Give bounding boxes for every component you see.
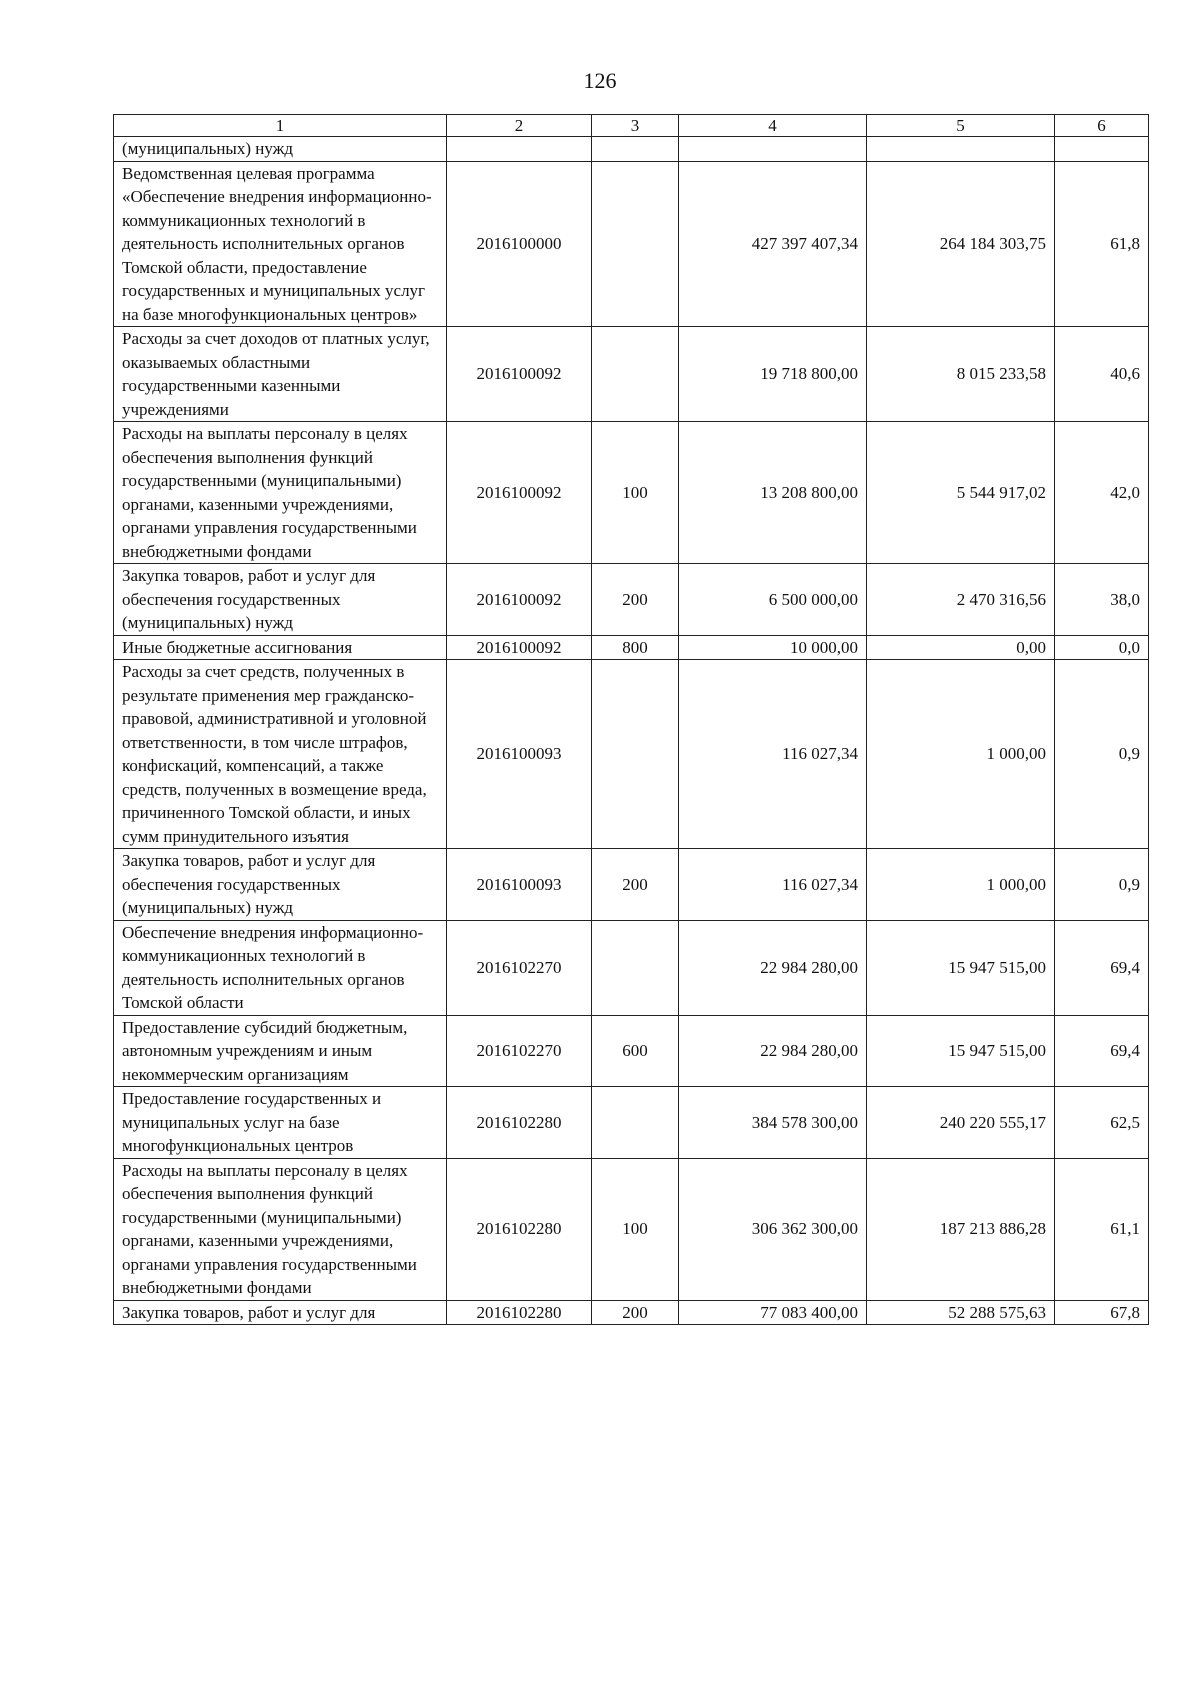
row-code-cell: 2016100093: [447, 849, 592, 921]
row-actual-cell: 1 000,00: [867, 660, 1055, 849]
row-actual-cell: 240 220 555,17: [867, 1087, 1055, 1159]
row-plan-cell: 19 718 800,00: [679, 327, 867, 422]
row-type-cell: 200: [592, 1300, 679, 1325]
row-type-cell: [592, 660, 679, 849]
row-code-cell: 2016102280: [447, 1158, 592, 1300]
column-header-3: 3: [592, 115, 679, 137]
row-plan-cell: 306 362 300,00: [679, 1158, 867, 1300]
row-code-cell: 2016100092: [447, 635, 592, 660]
row-actual-cell: 2 470 316,56: [867, 564, 1055, 636]
row-type-cell: 800: [592, 635, 679, 660]
row-percent-cell: 0,9: [1055, 849, 1149, 921]
row-percent-cell: 0,0: [1055, 635, 1149, 660]
row-code-cell: 2016102270: [447, 1015, 592, 1087]
table-row: [114, 137, 1149, 162]
row-name-cell: Обеспечение внедрения информационно-коммуникационных технологий в деятельность исполнительных органов Томской области: [114, 920, 447, 1015]
column-header-6: 6: [1055, 115, 1149, 137]
row-name-cell: Предоставление государственных и муниципальных услуг на базе многофункциональных центров: [114, 1087, 447, 1159]
row-type-cell: 200: [592, 564, 679, 636]
row-plan-cell: 6 500 000,00: [679, 564, 867, 636]
row-type-cell: [592, 137, 679, 162]
column-header-4: 4: [679, 115, 867, 137]
row-actual-cell: 52 288 575,63: [867, 1300, 1055, 1325]
row-type-cell: 100: [592, 1158, 679, 1300]
row-plan-cell: 13 208 800,00: [679, 422, 867, 564]
row-percent-cell: 0,9: [1055, 660, 1149, 849]
row-percent-cell: 61,8: [1055, 161, 1149, 327]
table-row: [114, 161, 1149, 327]
row-actual-cell: 187 213 886,28: [867, 1158, 1055, 1300]
row-actual-cell: 5 544 917,02: [867, 422, 1055, 564]
row-name-cell: Расходы за счет средств, полученных в результате применения мер гражданско-правовой, административной и уголовной ответственности, в том числе штрафов, конфискаций, компенсаций, а также средств, полученных в возмещение вреда, причиненного Томской области, и иных сумм принудительного изъятия: [114, 660, 447, 849]
table-row: [114, 1015, 1149, 1087]
row-type-cell: [592, 920, 679, 1015]
column-header-2: 2: [447, 115, 592, 137]
row-name-cell: Закупка товаров, работ и услуг для обеспечения государственных (муниципальных) нужд: [114, 849, 447, 921]
row-plan-cell: 384 578 300,00: [679, 1087, 867, 1159]
row-code-cell: 2016102280: [447, 1087, 592, 1159]
row-percent-cell: 67,8: [1055, 1300, 1149, 1325]
row-name-cell: Расходы на выплаты персоналу в целях обеспечения выполнения функций государственными (муниципальными) органами, казенными учреждениями, органами управления государственными внебюджетными фондами: [114, 1158, 447, 1300]
row-code-cell: 2016100093: [447, 660, 592, 849]
row-type-cell: 100: [592, 422, 679, 564]
row-name-cell: Расходы за счет доходов от платных услуг, оказываемых областными государственными казенными учреждениями: [114, 327, 447, 422]
row-plan-cell: 22 984 280,00: [679, 920, 867, 1015]
row-actual-cell: 8 015 233,58: [867, 327, 1055, 422]
table-row: [114, 327, 1149, 422]
page-number: 126: [583, 68, 617, 93]
row-plan-cell: 427 397 407,34: [679, 161, 867, 327]
row-name-cell: Предоставление субсидий бюджетным, автономным учреждениям и иным некоммерческим организациям: [114, 1015, 447, 1087]
row-type-cell: [592, 327, 679, 422]
table-row: [114, 564, 1149, 636]
row-code-cell: 2016102270: [447, 920, 592, 1015]
row-plan-cell: [679, 137, 867, 162]
row-name-cell: Ведомственная целевая программа «Обеспечение внедрения информационно-коммуникационных технологий в деятельность исполнительных органов Томской области, предоставление государственных и муниципальных услуг на базе многофункциональных центров»: [114, 161, 447, 327]
row-name-cell: Расходы на выплаты персоналу в целях обеспечения выполнения функций государственными (муниципальными) органами, казенными учреждениями, органами управления государственными внебюджетными фондами: [114, 422, 447, 564]
row-percent-cell: 42,0: [1055, 422, 1149, 564]
row-code-cell: 2016100092: [447, 564, 592, 636]
row-actual-cell: 15 947 515,00: [867, 1015, 1055, 1087]
header-row: [114, 115, 1149, 137]
row-percent-cell: 40,6: [1055, 327, 1149, 422]
row-percent-cell: [1055, 137, 1149, 162]
table-row: [114, 1300, 1149, 1325]
row-code-cell: 2016100000: [447, 161, 592, 327]
row-percent-cell: 38,0: [1055, 564, 1149, 636]
row-type-cell: 200: [592, 849, 679, 921]
row-code-cell: 2016100092: [447, 422, 592, 564]
row-name-cell: (муниципальных) нужд: [114, 137, 447, 162]
row-actual-cell: 0,00: [867, 635, 1055, 660]
table-row: [114, 422, 1149, 564]
column-header-1: 1: [114, 115, 447, 137]
row-type-cell: [592, 161, 679, 327]
row-actual-cell: 15 947 515,00: [867, 920, 1055, 1015]
row-code-cell: 2016100092: [447, 327, 592, 422]
row-actual-cell: 264 184 303,75: [867, 161, 1055, 327]
row-percent-cell: 61,1: [1055, 1158, 1149, 1300]
row-code-cell: 2016102280: [447, 1300, 592, 1325]
row-actual-cell: 1 000,00: [867, 849, 1055, 921]
row-name-cell: Закупка товаров, работ и услуг для: [114, 1300, 447, 1325]
row-plan-cell: 116 027,34: [679, 849, 867, 921]
row-percent-cell: 69,4: [1055, 1015, 1149, 1087]
row-plan-cell: 22 984 280,00: [679, 1015, 867, 1087]
row-code-cell: [447, 137, 592, 162]
column-header-5: 5: [867, 115, 1055, 137]
row-percent-cell: 69,4: [1055, 920, 1149, 1015]
table-row: [114, 920, 1149, 1015]
budget-table: [113, 114, 1149, 1325]
table-row: [114, 1158, 1149, 1300]
row-name-cell: Закупка товаров, работ и услуг для обеспечения государственных (муниципальных) нужд: [114, 564, 447, 636]
table-row: [114, 849, 1149, 921]
row-type-cell: [592, 1087, 679, 1159]
row-percent-cell: 62,5: [1055, 1087, 1149, 1159]
table-row: [114, 660, 1149, 849]
row-actual-cell: [867, 137, 1055, 162]
row-plan-cell: 77 083 400,00: [679, 1300, 867, 1325]
table-row: [114, 1087, 1149, 1159]
row-plan-cell: 10 000,00: [679, 635, 867, 660]
row-type-cell: 600: [592, 1015, 679, 1087]
row-plan-cell: 116 027,34: [679, 660, 867, 849]
table-row: [114, 635, 1149, 660]
row-name-cell: Иные бюджетные ассигнования: [114, 635, 447, 660]
